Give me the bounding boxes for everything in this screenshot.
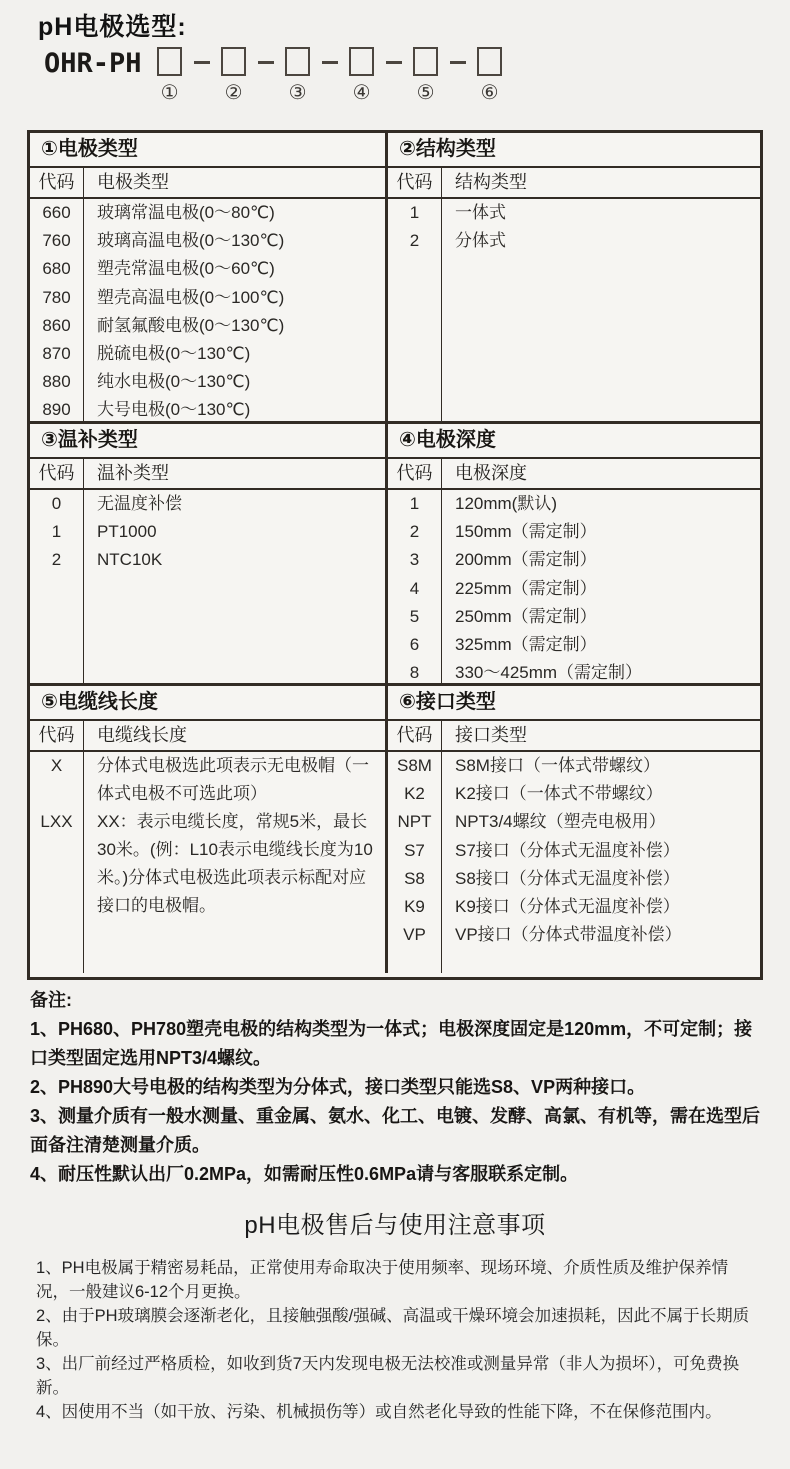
- code-header: 代码: [388, 168, 442, 197]
- section-electrode-depth: [388, 424, 760, 686]
- section-body: [30, 490, 385, 683]
- code-cell-empty: [30, 575, 84, 683]
- value-header: 电极深度: [455, 463, 527, 483]
- model-prefix: OHR-PH: [44, 48, 142, 79]
- position-number-5: ⑤: [416, 82, 435, 104]
- table-row: [30, 490, 385, 518]
- value-cell: 大号电极(0～130℃): [97, 400, 251, 420]
- code-cell: 870: [30, 340, 84, 368]
- model-code-box-6: [477, 47, 502, 76]
- value-cell: 325mm（需定制）: [455, 635, 597, 655]
- code-cell: 780: [30, 284, 84, 312]
- code-cell: K9: [388, 893, 442, 921]
- model-code-box-3: [285, 47, 310, 76]
- table-row: [388, 808, 760, 836]
- table-row: [30, 808, 385, 920]
- value-header: 电极类型: [97, 172, 169, 192]
- value-cell: 塑壳高温电极(0～100℃): [97, 287, 285, 307]
- notes-block: [30, 986, 764, 1189]
- code-cell: 680: [30, 255, 84, 283]
- code-cell: S7: [388, 837, 442, 865]
- code-cell: X: [30, 752, 84, 808]
- aftersale-item: 3、出厂前经过严格质检，如收到货7天内发现电极无法校准或测量异常（非人为损坏），可免费换新。: [36, 1355, 740, 1397]
- code-cell: 880: [30, 368, 84, 396]
- model-slot-4: [346, 47, 378, 103]
- table-row: [388, 837, 760, 865]
- section-cable-length: [30, 686, 388, 973]
- table-row: [388, 490, 760, 518]
- selection-table: [27, 130, 763, 980]
- value-cell-empty: [442, 255, 760, 421]
- value-header: 结构类型: [455, 172, 527, 192]
- code-cell: 2: [388, 518, 442, 546]
- page-title: pH电极选型:: [38, 13, 187, 41]
- value-cell: 纯水电极(0～130℃): [97, 372, 251, 392]
- value-cell: S8M接口（一体式带螺纹）: [455, 756, 660, 775]
- section-title: ⑤电缆线长度: [30, 686, 385, 721]
- section-electrode-type: [30, 133, 388, 424]
- column-rule-filler: [388, 255, 760, 421]
- code-cell-empty: [30, 920, 84, 973]
- column-rule-filler: [30, 920, 385, 973]
- model-code-box-5: [413, 47, 438, 76]
- code-header: 代码: [30, 721, 84, 750]
- code-cell: 6: [388, 631, 442, 659]
- code-header: 代码: [388, 459, 442, 488]
- value-cell: VP接口（分体式带温度补偿）: [455, 925, 682, 945]
- section-body: [388, 490, 760, 686]
- table-row: [388, 546, 760, 574]
- value-cell: NTC10K: [97, 550, 163, 570]
- value-cell: 250mm（需定制）: [455, 606, 597, 626]
- section-interface-type: [388, 686, 760, 973]
- value-cell: S8接口（分体式无温度补偿）: [455, 868, 680, 888]
- table-row: [30, 227, 385, 255]
- model-slot-2: [218, 47, 250, 103]
- value-cell: K9接口（分体式无温度补偿）: [455, 897, 680, 917]
- column-rule-filler: [388, 949, 760, 973]
- position-number-2: ②: [224, 82, 243, 104]
- value-cell: NPT3/4螺纹（塑壳电极用）: [455, 812, 666, 832]
- aftersale-item: 2、由于PH玻璃膜会逐渐老化，且接触强酸/强碱、高温或干燥环境会加速损耗，因此不属于长期质保。: [36, 1307, 750, 1349]
- table-row: [388, 199, 760, 227]
- dash-separator: [386, 61, 402, 64]
- table-row: [30, 368, 385, 396]
- code-cell: S8M: [388, 752, 442, 780]
- section-title: ④电极深度: [388, 424, 760, 459]
- table-row: [30, 255, 385, 283]
- code-header: 代码: [388, 721, 442, 750]
- code-cell: 5: [388, 603, 442, 631]
- table-row: [388, 575, 760, 603]
- section-title: ①电极类型: [30, 133, 385, 168]
- table-row: [30, 284, 385, 312]
- code-cell: 760: [30, 227, 84, 255]
- code-cell: LXX: [30, 808, 84, 920]
- value-cell: 120mm(默认): [455, 494, 558, 513]
- section-structure-type: [388, 133, 760, 424]
- model-code-box-4: [349, 47, 374, 76]
- section-body: [388, 199, 760, 421]
- note-item: 3、测量介质有一般水测量、重金属、氨水、化工、电镀、发酵、高氯、有机等，需在选型后面备注清楚测量介质。: [30, 1106, 761, 1155]
- code-cell: 1: [388, 490, 442, 518]
- notes-label: 备注:: [30, 990, 72, 1010]
- value-cell: 脱硫电极(0～130℃): [97, 344, 251, 364]
- section-header-row: [30, 721, 385, 752]
- value-cell: XX：表示电缆长度，常规5米，最长30米。(例：L10表示电缆线长度为10米。)分体式电极选此项表示标配对应接口的电极帽。: [97, 812, 373, 915]
- code-header: 代码: [30, 168, 84, 197]
- model-code-diagram: [44, 47, 506, 103]
- section-header-row: [388, 459, 760, 490]
- position-number-1: ①: [160, 82, 179, 104]
- value-header: 接口类型: [455, 725, 527, 745]
- table-row: [30, 518, 385, 546]
- code-cell: 860: [30, 312, 84, 340]
- table-row: [388, 603, 760, 631]
- code-cell: 890: [30, 396, 84, 424]
- table-row: [388, 921, 760, 949]
- code-cell: VP: [388, 921, 442, 949]
- value-cell: 200mm（需定制）: [455, 550, 597, 570]
- value-cell: 330～425mm（需定制）: [455, 663, 643, 683]
- section-body: [30, 199, 385, 424]
- code-cell: 1: [30, 518, 84, 546]
- code-cell: 660: [30, 199, 84, 227]
- model-code-box-1: [157, 47, 182, 76]
- model-slot-5: [410, 47, 442, 103]
- note-item: 1、PH680、PH780塑壳电极的结构类型为一体式；电极深度固定是120mm，不可定制；接口类型固定选用NPT3/4螺纹。: [30, 1019, 753, 1068]
- value-cell: K2接口（一体式不带螺纹）: [455, 784, 663, 804]
- value-cell-empty: [84, 575, 385, 683]
- note-item: 4、耐压性默认出厂0.2MPa，如需耐压性0.6MPa请与客服联系定制。: [30, 1164, 579, 1184]
- value-cell: 塑壳常温电极(0～60℃): [97, 259, 275, 279]
- section-body: [30, 752, 385, 973]
- table-row: [388, 865, 760, 893]
- value-cell-empty: [442, 949, 760, 973]
- value-cell: PT1000: [97, 522, 157, 542]
- value-cell: 150mm（需定制）: [455, 522, 597, 542]
- value-cell: 玻璃高温电极(0～130℃): [97, 231, 285, 251]
- value-cell: 一体式: [455, 203, 506, 222]
- code-header: 代码: [30, 459, 84, 488]
- section-title: ③温补类型: [30, 424, 385, 459]
- code-cell: 2: [30, 546, 84, 574]
- table-row: [30, 340, 385, 368]
- table-row: [30, 752, 385, 808]
- model-slot-6: [474, 47, 506, 103]
- aftersale-item: 4、因使用不当（如干放、污染、机械损伤等）或自然老化导致的性能下降，不在保修范围内。: [36, 1403, 722, 1421]
- section-header-row: [30, 459, 385, 490]
- code-cell-empty: [388, 255, 442, 421]
- value-header: 电缆线长度: [97, 725, 187, 745]
- aftersale-item: 1、PH电极属于精密易耗品，正常使用寿命取决于使用频率、现场环境、介质性质及维护保养情况，一般建议6-12个月更换。: [36, 1259, 729, 1301]
- table-row: [388, 227, 760, 255]
- section-temp-compensation: [30, 424, 388, 686]
- dash-separator: [258, 61, 274, 64]
- code-cell: 1: [388, 199, 442, 227]
- table-row: [30, 199, 385, 227]
- code-cell-empty: [388, 949, 442, 973]
- table-row: [388, 631, 760, 659]
- code-cell: K2: [388, 780, 442, 808]
- section-header-row: [388, 168, 760, 199]
- dash-separator: [194, 61, 210, 64]
- model-slot-3: [282, 47, 314, 103]
- table-row: [30, 396, 385, 424]
- section-title: ⑥接口类型: [388, 686, 760, 721]
- table-row: [388, 518, 760, 546]
- position-number-3: ③: [288, 82, 307, 104]
- value-cell: 无温度补偿: [97, 494, 182, 513]
- section-body: [388, 752, 760, 973]
- code-cell: 2: [388, 227, 442, 255]
- section-title: ②结构类型: [388, 133, 760, 168]
- value-cell: 玻璃常温电极(0～80℃): [97, 203, 275, 222]
- aftersale-title: pH电极售后与使用注意事项: [244, 1212, 546, 1239]
- value-cell: 耐氢氟酸电极(0～130℃): [97, 315, 285, 335]
- value-header: 温补类型: [97, 463, 169, 483]
- value-cell: 225mm（需定制）: [455, 578, 597, 598]
- table-row: [388, 752, 760, 780]
- table-row: [30, 546, 385, 574]
- code-cell: 0: [30, 490, 84, 518]
- code-cell: 4: [388, 575, 442, 603]
- section-header-row: [30, 168, 385, 199]
- dash-separator: [322, 61, 338, 64]
- value-cell: S7接口（分体式无温度补偿）: [455, 840, 680, 860]
- position-number-4: ④: [352, 82, 371, 104]
- column-rule-filler: [30, 575, 385, 683]
- section-header-row: [388, 721, 760, 752]
- aftersale-block: [36, 1256, 758, 1424]
- code-cell: 8: [388, 659, 442, 686]
- value-cell: 分体式: [455, 231, 506, 251]
- code-cell: 3: [388, 546, 442, 574]
- code-cell: NPT: [388, 808, 442, 836]
- value-cell: 分体式电极选此项表示无电极帽（一体式电极不可选此项）: [97, 756, 369, 803]
- position-number-6: ⑥: [480, 82, 499, 104]
- dash-separator: [450, 61, 466, 64]
- table-row: [388, 893, 760, 921]
- model-slots: [154, 47, 506, 103]
- model-slot-1: [154, 47, 186, 103]
- note-item: 2、PH890大号电极的结构类型为分体式，接口类型只能选S8、VP两种接口。: [30, 1077, 646, 1097]
- value-cell-empty: [84, 920, 385, 973]
- table-row: [388, 780, 760, 808]
- model-code-box-2: [221, 47, 246, 76]
- code-cell: S8: [388, 865, 442, 893]
- table-row: [30, 312, 385, 340]
- table-row: [388, 659, 760, 686]
